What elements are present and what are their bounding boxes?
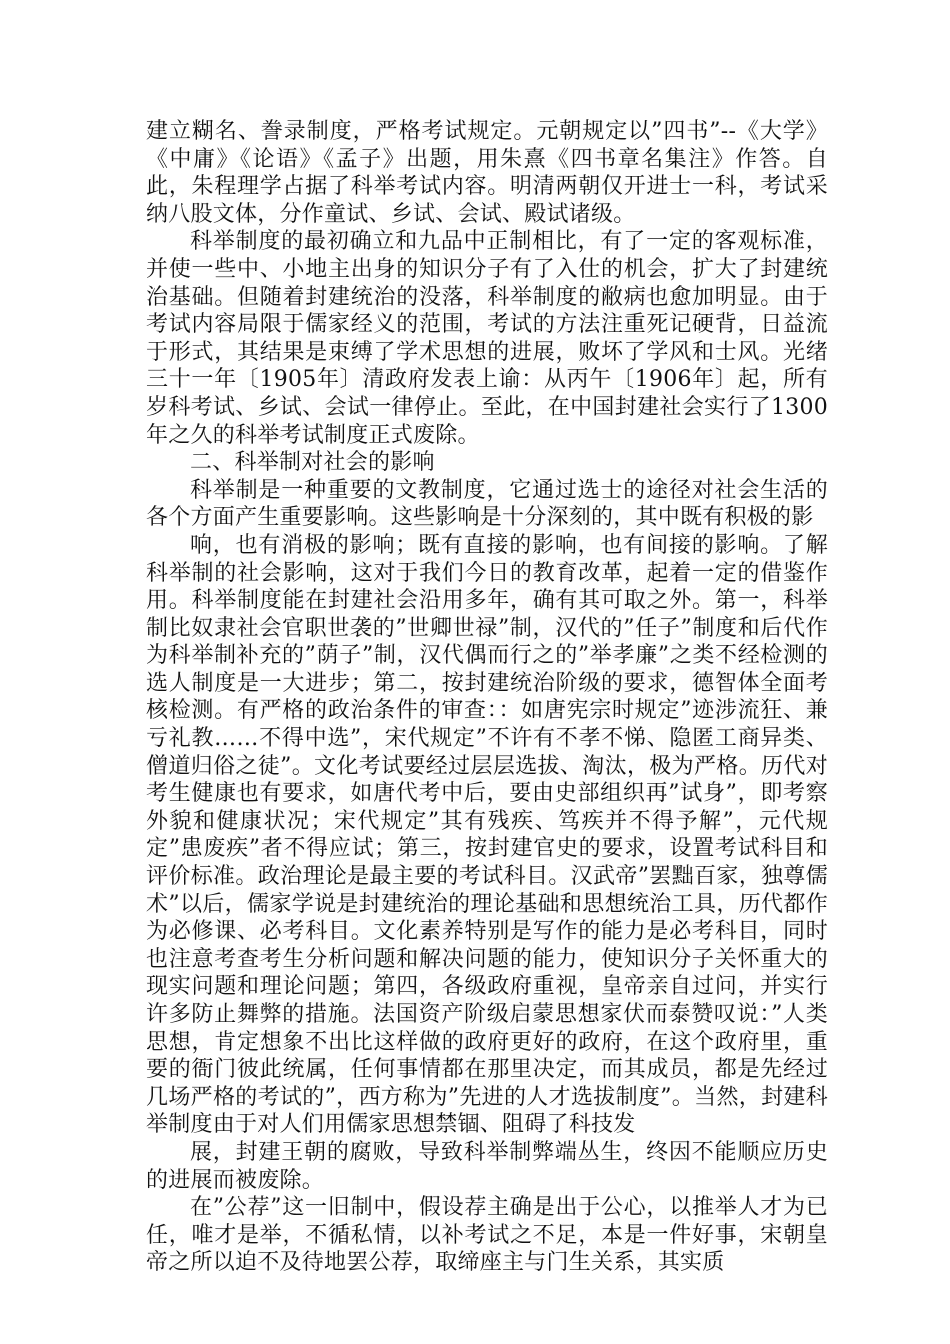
paragraph-gongjian: 在”公荐”这一旧制中，假设荐主确是出于公心，以推举人才为已任，唯才是举，不循私情，以补考试之不足，本是一件好事，宋朝皇帝之所以迫不及待地罢公荐，取缔座主与门生关系，其实质 — [146, 1195, 828, 1276]
paragraph-exam-rules: 建立糊名、誊录制度，严格考试规定。元朝规定以”四书”--《大学》《中庸》《论语》《孟子》出题，用朱熹《四书章名集注》作答。自此，朱程理学占据了科举考试内容。明清两朝仅开进士一科，考试采纳八股文体，分作童试、乡试、会试、殿试诸级。 — [146, 119, 828, 227]
paragraph-social-impact-details: 响，也有消极的影响；既有直接的影响，也有间接的影响。了解科举制的社会影响，这对于我们今日的教育改革，起着一定的借鉴作用。科举制度能在封建社会沿用多年，确有其可取之外。第一，科举制比奴隶社会官职世袭的”世卿世禄”制，汉代的”任子”制度和后代作为科举制补充的”荫子”制，汉代偶而行之的”举孝廉”之类不经检测的选人制度是一大进步；第二，按封建统治阶级的要求，德智体全面考核检测。有严格的政治条件的审查：：如唐宪宗时规定”迹涉流狂、兼亏礼教……不得中选”，宋代规定”不许有不孝不悌、隐匿工商异类、僧道归俗之徒”。文化考试要经过层层选拔、淘汰，极为严格。历代对考生健康也有要求，如唐代考中后，要由史部组织再”试身”，即考察外貌和健康状况；宋代规定”其有残疾、笃疾并不得予解”，元代规定”患废疾”者不得应试；第三，按封建官史的要求，设置考试科目和评价标准。政治理论是最主要的考试科目。汉武帝”罢黜百家，独尊儒术”以后，儒家学说是封建统治的理论基础和思想统治工具，历代都作为必修课、必考科目。文化素养特别是写作的能力是必考科目，同时也注意考查考生分析问题和解决问题的能力，使知识分子关怀重大的现实问题和理论问题；第四，各级政府重视，皇帝亲自过问，并实行许多防止舞弊的措施。法国资产阶级启蒙思想家伏而泰赞叹说：”人类思想，肯定想象不出比这样做的政府更好的政府，在这个政府里，重要的衙门彼此统属，任何事情都在那里决定，而其成员，都是先经过几场严格的考试的”，西方称为”先进的人才选拔制度”。当然，封建科举制度由于对人们用儒家思想禁锢、阻碍了科技发 — [146, 532, 828, 1138]
section-heading: 二、科举制对社会的影响 — [190, 450, 435, 476]
document-body — [146, 118, 828, 1277]
paragraph-decline: 展，封建王朝的腐败，导致科举制弊端丛生，终因不能顺应历史的进展而被废除。 — [146, 1139, 828, 1193]
paragraph-keju-evaluation: 科举制度的最初确立和九品中正制相比，有了一定的客观标准，并使一些中、小地主出身的知识分子有了入仕的机会，扩大了封建统治基础。但随着封建统治的没落，科举制度的敝病也愈加明显。由于考试内容局限于儒家经义的范围，考试的方法注重死记硬背，日益流于形式，其结果是束缚了学术思想的进展，败坏了学风和士风。光绪三十一年〔1905年〕清政府发表上谕：从丙午〔1906年〕起，所有岁科考试、乡试、会试一律停止。至此，在中国封建社会实行了1300年之久的科举考试制度正式废除。 — [146, 229, 828, 448]
paragraph-social-impact-intro: 科举制是一种重要的文教制度，它通过选士的途径对社会生活的各个方面产生重要影响。这些影响是十分深刻的，其中既有积极的影 — [146, 477, 828, 531]
